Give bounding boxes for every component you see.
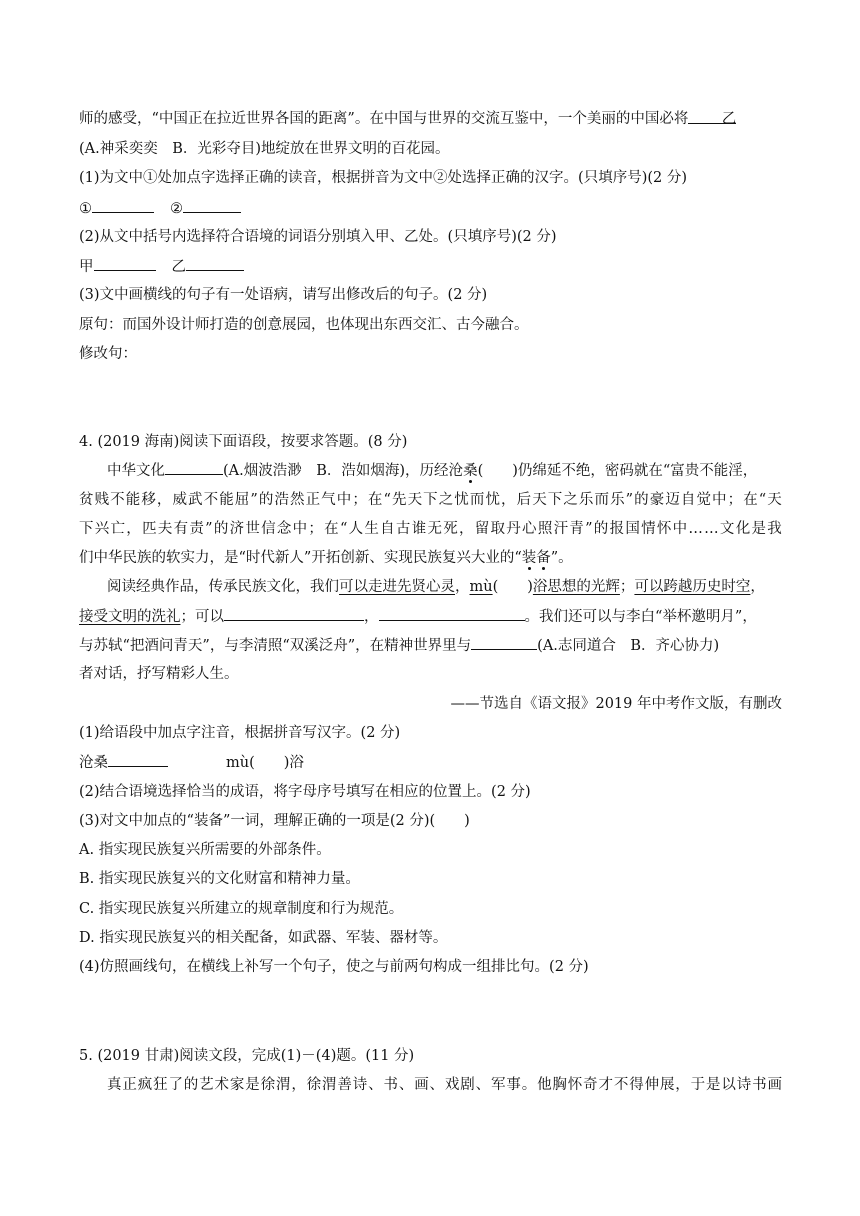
q4-text: ，: [364, 609, 379, 625]
option-d: D. 指实现民族复兴的相关配备，如武器、军装、器材等。: [79, 930, 448, 946]
q4-text: (A.烟波浩渺 B．浩如烟海)，历经沧: [223, 463, 464, 479]
q3-answer-2: [79, 256, 782, 277]
q5-para1-line1: 真 正 疯 狂 了 的 艺 术 家 是 徐 渭 ， 徐 渭 善 诗 、 书 、 画 、 戏 剧 、 军 事 。 他 胸 怀 奇 才 不 得 伸 展 ， 于 是 以 诗 书 画: [107, 1077, 782, 1093]
answer-blank-jia[interactable]: [94, 256, 156, 271]
q4-sub3: (3)对文中加点的“装备”一词，理解正确的一项是(2 分)( ): [79, 813, 470, 829]
q3-sub1: (1)为文中①处加点字选择正确的读音，根据拼音为文中②处选择正确的汉字。(只填序号)(2 分): [79, 170, 687, 186]
q4-text: ”。: [550, 550, 573, 566]
q4-para1-line2: 贫 贱 不 能 移 ， 威 武 不 能 屈 ” 的 浩 然 正 气 中 ； 在 “ 先 天 下 之 忧 而 忧 ， 后 天 下 之 乐 而 乐 ” 的 豪 迈 自 觉 中 ； 在 “ 天: [79, 492, 782, 508]
answer-label-1: ①: [79, 201, 92, 217]
q4-paren-blank[interactable]: ( ): [492, 579, 533, 595]
q4-text: (A.志同道合 B．齐心协力): [537, 638, 720, 654]
q4-sub1: (1)给语段中加点字注音，根据拼音写汉字。(2 分): [79, 725, 401, 741]
underlined-sentence-4: 接受文明的洗礼: [79, 609, 181, 625]
answer-blank-1[interactable]: [92, 198, 154, 213]
answer-blank-yi[interactable]: [186, 256, 244, 271]
dotted-char-bei: 备: [536, 550, 551, 566]
q4-text: ( )仍绵延不绝，密码就在“富贵不能淫，: [477, 463, 758, 479]
q3-sub3: (3)文中画横线的句子有一处语病，请写出修改后的句子。(2 分): [79, 287, 488, 303]
q3-answer-1: [79, 198, 782, 219]
q4-answer-1: [79, 752, 782, 773]
q4-sub4: (4)仿照画线句，在横线上补写一个句子，使之与前两句构成一组排比句。(2 分): [79, 959, 589, 975]
underlined-sentence-1: 可以走进先贤心灵: [339, 579, 455, 595]
underlined-sentence-3: 可以跨越历史时空: [634, 579, 751, 595]
q3-original-sentence: 原句：而国外设计师打造的创意展园，也体现出东西交汇、古今融合。: [79, 317, 529, 333]
q4-text: 与苏轼“把酒问青天”，与李清照“双溪泛舟”，在精神世界里与: [79, 638, 472, 654]
option-c: C. 指实现民族复兴所建立的规章制度和行为规范。: [79, 901, 404, 917]
q3-text-1a: 师的感受，“中国正在拉近世界各国的距离”。在中国与世界的交流互鉴中，一个美丽的中国必将: [79, 111, 689, 127]
q4-blank-2[interactable]: [471, 635, 537, 650]
blank-yi[interactable]: [688, 109, 737, 127]
q4-text: 们中华民族的软实力，是“时代新人”开拓创新、实现民族复兴大业的“: [79, 550, 522, 566]
q4-text: ；: [619, 579, 635, 595]
q4-para1-line3: 下 兴 亡 ， 匹 夫 有 责 ” 的 济 世 信 念 中 ； 在 “ 人 生 自 古 谁 无 死 ， 留 取 丹 心 照 汗 青 ” 的 报 国 情 怀 中 … … 文 化 是 我: [79, 521, 782, 537]
q4-para2-line2: [79, 606, 782, 627]
underlined-sentence-2: 浴思想的光辉: [532, 579, 620, 595]
q4-title: 4. (2019 海南)阅读下面语段，按要求答题。(8 分): [79, 434, 408, 450]
q3-text-line-2: (A.神采奕奕 B．光彩夺目)地绽放在世界文明的百花园。: [79, 141, 450, 157]
answer-label-cangsang: 沧桑: [79, 755, 108, 771]
q4-text: 中华文化: [107, 463, 165, 479]
dotted-char-zhuang: 装: [521, 550, 537, 566]
q4-para2-line3: [79, 635, 782, 656]
q3-revised-sentence: 修改句：: [79, 346, 137, 362]
q4-sub2: (2)结合语境选择恰当的成语，将字母序号填写在相应的位置上。(2 分): [79, 784, 531, 800]
q4-fill-blank-1[interactable]: [224, 606, 364, 621]
q4-text: ，: [455, 579, 470, 595]
option-b: B. 指实现民族复兴的文化财富和精神力量。: [79, 871, 360, 887]
option-a: A. 指实现民族复兴所需要的外部条件。: [79, 842, 331, 858]
q4-text: ；可以: [180, 609, 224, 625]
answer-label-yi: 乙: [171, 259, 186, 275]
q4-para1-line4: [79, 548, 782, 568]
blank-yi-label: 乙: [721, 111, 737, 127]
q3-sub2: (2)从文中括号内选择符合语境的词语分别填入甲、乙处。(只填序号)(2 分): [79, 229, 557, 245]
q4-para2-line4: 者对话，抒写精彩人生。: [79, 666, 239, 682]
q4-para2-line1: [107, 577, 782, 597]
q4-text: 阅读经典作品，传承民族文化，我们: [107, 579, 339, 595]
q4-fill-blank-2[interactable]: [379, 606, 525, 621]
q4-text: 。我们还可以与李白“举杯邀明月”，: [524, 609, 757, 625]
answer-blank-cangsang[interactable]: [108, 752, 168, 767]
answer-label-jia: 甲: [79, 259, 94, 275]
q5-title: 5. (2019 甘肃)阅读文段，完成(1)－(4)题。(11 分): [79, 1048, 415, 1064]
q4-text: ，: [750, 579, 765, 595]
dotted-char-sang: 桑: [463, 463, 478, 479]
answer-label-2: ②: [170, 201, 183, 217]
pinyin-mu: mù: [469, 579, 493, 595]
q4-source: ——节选自《语文报》2019 年中考作文版，有删改: [450, 696, 782, 712]
q3-text-line-1: [79, 109, 782, 129]
q4-para1-line1: [107, 460, 782, 481]
q4-blank-1[interactable]: [165, 460, 223, 475]
answer-label-muyu: mù( )浴: [226, 755, 304, 771]
answer-blank-2[interactable]: [183, 198, 241, 213]
